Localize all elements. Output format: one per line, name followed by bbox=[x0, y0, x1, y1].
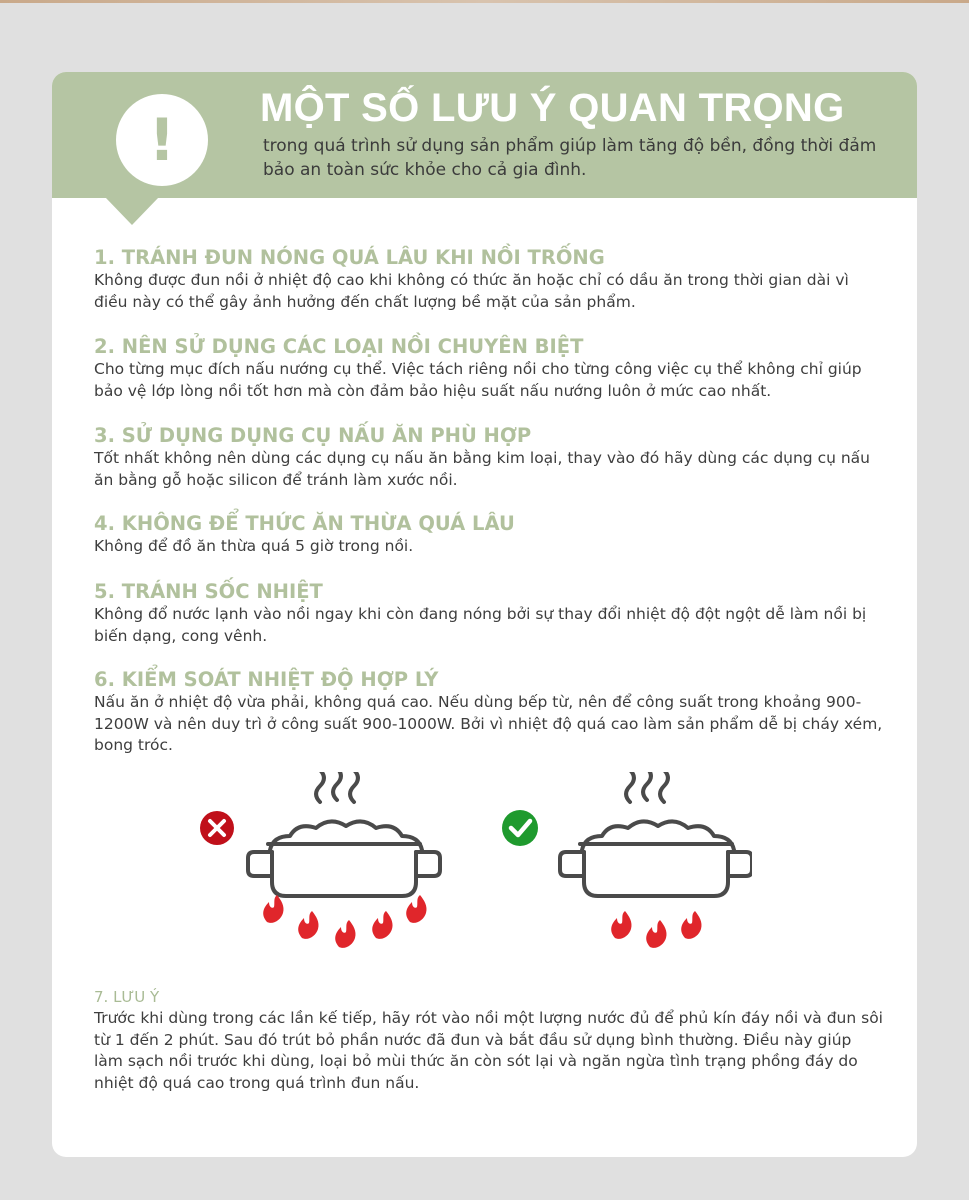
cooking-heat-illustration bbox=[192, 772, 752, 957]
info-card bbox=[52, 72, 917, 1157]
section-text: Nấu ăn ở nhiệt độ vừa phải, không quá cao. Nếu dùng bếp từ, nên để công suất trong khoảng 900-1200W và nên duy trì ở công suất 900-1000W. Bởi vì nhiệt độ quá cao làm sản phẩm dễ bị cháy xém, bong tróc. bbox=[94, 693, 883, 754]
section-title: 1. TRÁNH ĐUN NÓNG QUÁ LÂU KHI NỒI TRỐNG bbox=[94, 246, 605, 269]
page-subtitle: trong quá trình sử dụng sản phẩm giúp làm tăng độ bền, đồng thời đảm bảo an toàn sức khỏe cho cả gia đình. bbox=[263, 136, 877, 180]
section-text: Không đổ nước lạnh vào nồi ngay khi còn đang nóng bởi sự thay đổi nhiệt độ đột ngột dễ làm nồi bị biến dạng, cong vênh. bbox=[94, 605, 867, 645]
section-temperature-control bbox=[94, 668, 884, 757]
section-text: Trước khi dùng trong các lần kế tiếp, hãy rót vào nồi một lượng nước đủ để phủ kín đáy nồi và đun sôi từ 1 đến 2 phút. Sau đó trút bỏ phần nước đã đun và bắt đầu sử dụng bình thường. Điều này giúp làm sạch nồi trước khi dùng, loại bỏ mùi thức ăn còn sót lại và ngăn ngừa tình trạng phồng đáy do nhiệt độ quá cao trong quá trình đun nấu. bbox=[94, 1009, 883, 1092]
section-dedicated-pots bbox=[94, 335, 884, 402]
flame-icon bbox=[263, 895, 426, 948]
section-note bbox=[94, 986, 884, 1094]
section-title: 7. LƯU Ý bbox=[94, 988, 160, 1006]
section-text: Không được đun nồi ở nhiệt độ cao khi không có thức ăn hoặc chỉ có dầu ăn trong thời gian dài vì điều này có thể gây ảnh hưởng đến chất lượng bề mặt của sản phẩm. bbox=[94, 271, 849, 311]
section-title: 2. NÊN SỬ DỤNG CÁC LOẠI NỒI CHUYÊN BIỆT bbox=[94, 335, 584, 358]
page-title: MỘT SỐ LƯU Ý QUAN TRỌNG bbox=[260, 86, 845, 130]
flame-icon bbox=[611, 911, 701, 948]
header-banner bbox=[52, 72, 917, 198]
exclamation-icon bbox=[116, 94, 208, 186]
section-title: 5. TRÁNH SỐC NHIỆT bbox=[94, 580, 323, 603]
cross-circle-icon bbox=[200, 811, 234, 845]
check-circle-icon bbox=[502, 810, 538, 846]
section-title: 6. KIỂM SOÁT NHIỆT ĐỘ HỢP LÝ bbox=[94, 668, 439, 691]
top-decorative-strip bbox=[0, 0, 969, 3]
pot-icon bbox=[248, 772, 440, 896]
section-suitable-utensils bbox=[94, 424, 884, 491]
section-text: Tốt nhất không nên dùng các dụng cụ nấu ăn bằng kim loại, thay vào đó hãy dùng các dụng cụ nấu ăn bằng gỗ hoặc silicon để tránh làm xước nồi. bbox=[94, 449, 870, 489]
header-pointer-arrow bbox=[105, 197, 159, 225]
section-text: Cho từng mục đích nấu nướng cụ thể. Việc tách riêng nồi cho từng công việc cụ thể không chỉ giúp bảo vệ lớp lòng nồi tốt hơn mà còn đảm bảo hiệu suất nấu nướng luôn ở mức cao nhất. bbox=[94, 360, 862, 400]
section-thermal-shock bbox=[94, 580, 884, 647]
section-text: Không để đồ ăn thừa quá 5 giờ trong nồi. bbox=[94, 537, 414, 555]
section-leftovers bbox=[94, 512, 884, 558]
section-title: 3. SỬ DỤNG DỤNG CỤ NẤU ĂN PHÙ HỢP bbox=[94, 424, 532, 447]
section-title: 4. KHÔNG ĐỂ THỨC ĂN THỪA QUÁ LÂU bbox=[94, 512, 515, 535]
pot-icon bbox=[560, 772, 752, 896]
exclamation-symbol: ! bbox=[148, 106, 176, 174]
section-avoid-dry-heating bbox=[94, 246, 884, 313]
